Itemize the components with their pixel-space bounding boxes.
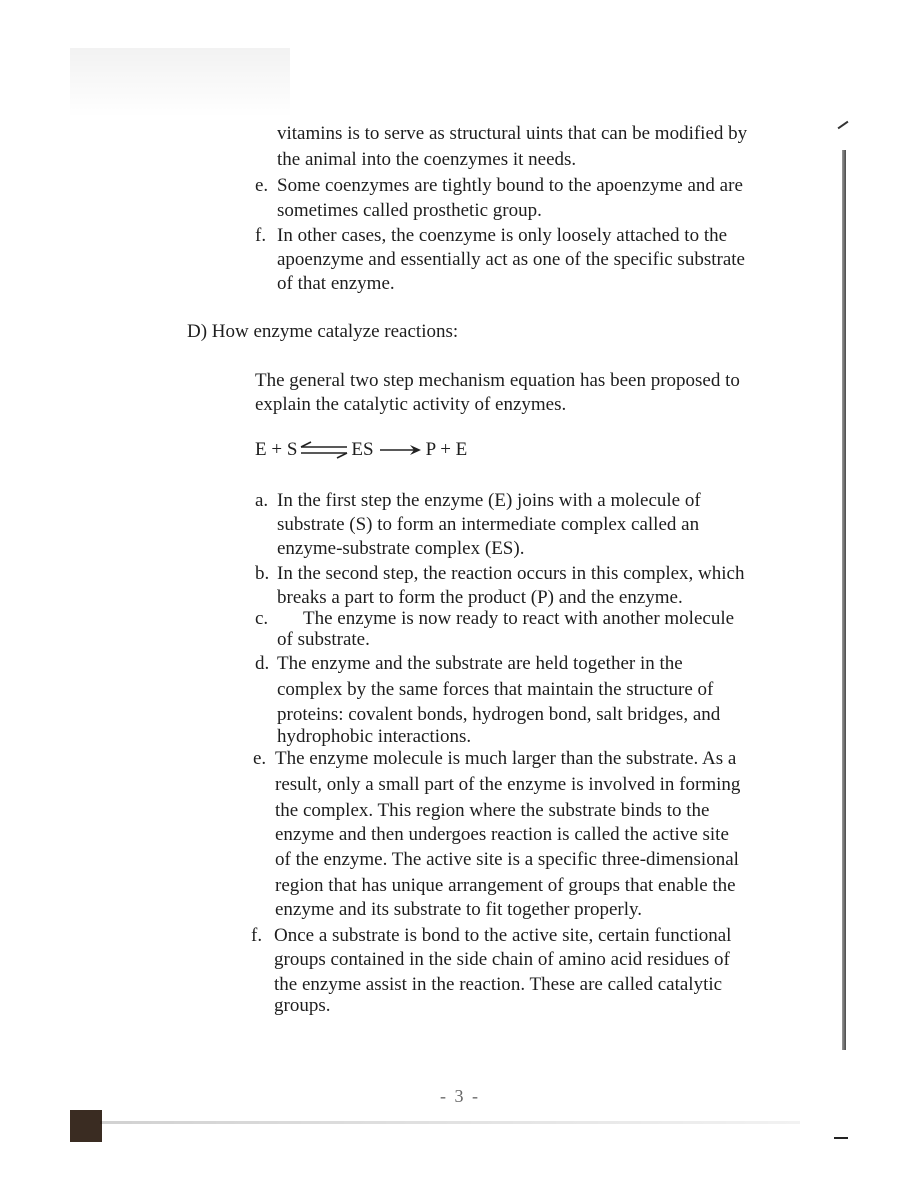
list-item-line: sometimes called prosthetic group. bbox=[277, 200, 542, 221]
intro-line: explain the catalytic activity of enzymes. bbox=[255, 394, 567, 415]
list-item-line: enzyme and then undergoes reaction is called the active site bbox=[275, 824, 729, 845]
continuation-line: vitamins is to serve as structural uints that can be modified by bbox=[277, 123, 748, 144]
scan-edge-bar bbox=[842, 150, 846, 1050]
list-item-line: In other cases, the coenzyme is only loosely attached to the bbox=[277, 225, 728, 246]
list-item-line: the complex. This region where the substrate binds to the bbox=[275, 800, 710, 821]
list-marker: c. bbox=[255, 608, 269, 629]
list-item-line: region that has unique arrangement of groups that enable the bbox=[275, 875, 736, 896]
list-item-line: hydrophobic interactions. bbox=[277, 726, 472, 747]
list-item-line: The enzyme is now ready to react with another molecule bbox=[303, 608, 735, 629]
list-item-line: breaks a part to form the product (P) and the enzyme. bbox=[277, 587, 683, 608]
page-number: - 3 - bbox=[440, 1086, 480, 1106]
list-item-line: groups contained in the side chain of amino acid residues of bbox=[274, 949, 730, 970]
list-item-line: enzyme-substrate complex (ES). bbox=[277, 538, 525, 559]
equation-reactants: E + S bbox=[255, 439, 298, 460]
list-marker: b. bbox=[255, 563, 270, 584]
list-item-line: proteins: covalent bonds, hydrogen bond, salt bridges, and bbox=[277, 704, 721, 725]
intro-line: The general two step mechanism equation has been proposed to bbox=[255, 370, 740, 391]
list-item-line: Some coenzymes are tightly bound to the apoenzyme and are bbox=[277, 175, 743, 196]
list-item-line: of the enzyme. The active site is a specific three-dimensional bbox=[275, 849, 739, 870]
equation-products: P + E bbox=[425, 439, 468, 460]
scan-edge-line bbox=[100, 1121, 800, 1124]
list-item-line: In the first step the enzyme (E) joins with a molecule of bbox=[277, 490, 701, 511]
section-heading: D) How enzyme catalyze reactions: bbox=[187, 321, 459, 342]
list-item-line: The enzyme and the substrate are held together in the bbox=[277, 653, 683, 674]
list-marker: a. bbox=[255, 490, 269, 511]
forward-arrow-icon bbox=[374, 440, 426, 460]
scan-mark bbox=[838, 121, 849, 130]
list-marker: f. bbox=[255, 225, 267, 246]
list-marker: d. bbox=[255, 653, 270, 674]
list-item-line: of substrate. bbox=[277, 629, 370, 650]
list-item-line: complex by the same forces that maintain the structure of bbox=[277, 679, 714, 700]
list-marker: e. bbox=[253, 748, 267, 769]
reversible-arrow-icon bbox=[297, 440, 351, 460]
list-item-line: enzyme and its substrate to fit together properly. bbox=[275, 899, 643, 920]
equation-complex: ES bbox=[351, 439, 374, 460]
list-item-line: The enzyme molecule is much larger than the substrate. As a bbox=[275, 748, 737, 769]
scan-shadow bbox=[70, 48, 290, 118]
list-item-line: of that enzyme. bbox=[277, 273, 395, 294]
scan-mark bbox=[834, 1137, 848, 1139]
continuation-line: the animal into the coenzymes it needs. bbox=[277, 149, 577, 170]
list-item-line: substrate (S) to form an intermediate complex called an bbox=[277, 514, 700, 535]
list-item-line: In the second step, the reaction occurs in this complex, which bbox=[277, 563, 745, 584]
list-item-line: the enzyme assist in the reaction. These are called catalytic bbox=[274, 974, 723, 995]
list-marker: e. bbox=[255, 175, 269, 196]
reaction-equation bbox=[255, 437, 467, 463]
list-item-line: apoenzyme and essentially act as one of the specific substrate bbox=[277, 249, 745, 270]
list-item-line: Once a substrate is bond to the active site, certain functional bbox=[274, 925, 732, 946]
list-item-line: result, only a small part of the enzyme is involved in forming bbox=[275, 774, 741, 795]
list-item-line: groups. bbox=[274, 995, 331, 1016]
list-marker: f. bbox=[251, 925, 263, 946]
scan-corner-block bbox=[70, 1110, 102, 1142]
